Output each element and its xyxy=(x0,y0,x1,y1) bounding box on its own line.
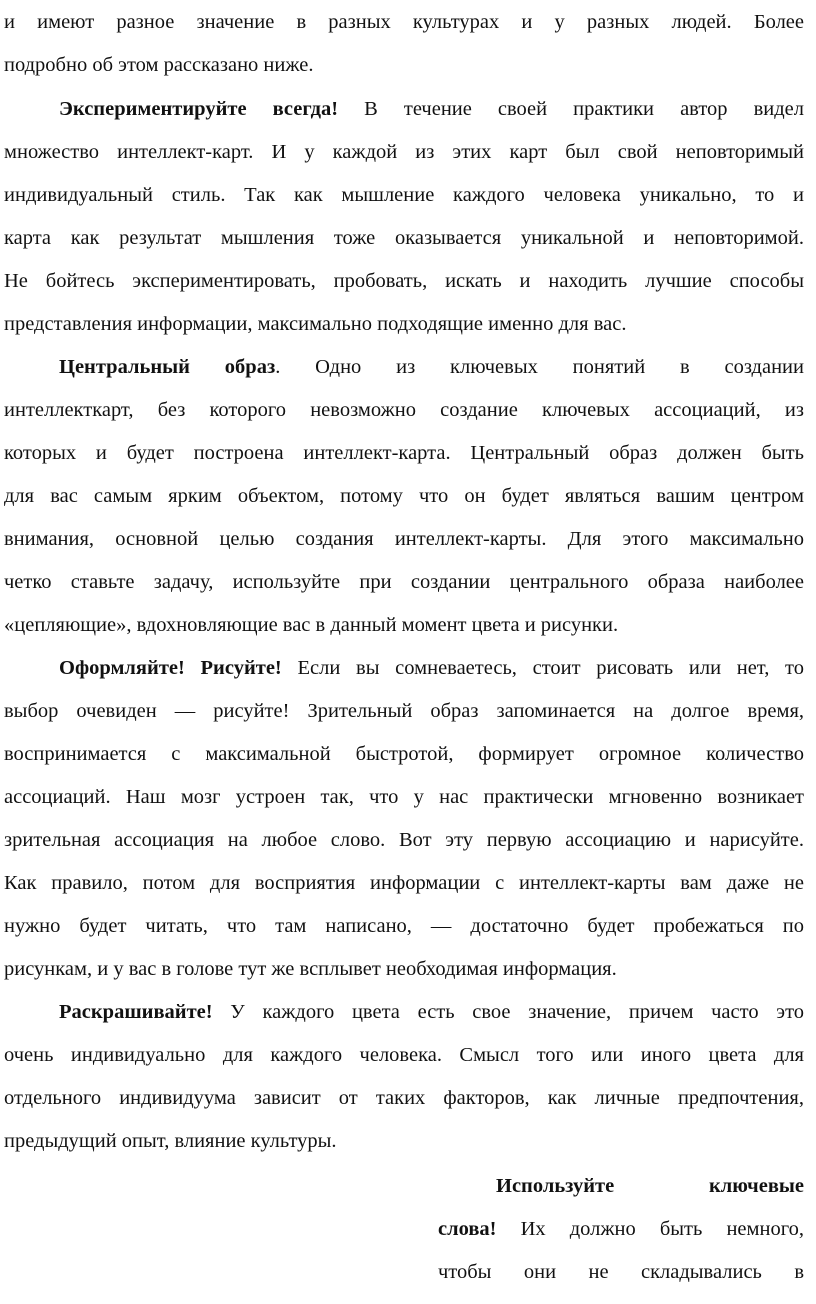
paragraph-first-line xyxy=(4,654,804,682)
text-line: Не бойтесь экспериментировать, пробовать, искать и находить лучшие способы xyxy=(4,270,804,292)
text-line: предыдущий опыт, влияние культуры. xyxy=(4,1130,337,1152)
text-line: карта как результат мышления тоже оказывается уникальной и неповторимой. xyxy=(4,227,804,249)
text-span: Их должно быть немного, xyxy=(520,1218,804,1240)
text-span: У каждого цвета есть свое значение, причем часто это xyxy=(230,1001,805,1023)
text-span: Если вы сомневаетесь, стоит рисовать или нет, то xyxy=(297,657,804,679)
text-span: . Одно из ключевых понятий в создании xyxy=(275,356,804,378)
bold-heading: слова! xyxy=(438,1218,497,1240)
text-line: очень индивидуально для каждого человека. Смысл того или иного цвета для xyxy=(4,1044,804,1066)
bold-heading: Используйте ключевые xyxy=(496,1175,804,1197)
text-line: выбор очевиден — рисуйте! Зрительный образ запоминается на долгое время, xyxy=(4,700,804,722)
paragraph-first-line xyxy=(4,95,804,123)
text-line: подробно об этом рассказано ниже. xyxy=(4,54,314,76)
text-line: отдельного индивидуума зависит от таких факторов, как личные предпочтения, xyxy=(4,1087,804,1109)
paragraph-first-line xyxy=(4,353,804,381)
paragraph-first-line xyxy=(4,998,804,1026)
text-line: рисункам, и у вас в голове тут же всплывет необходимая информация. xyxy=(4,958,617,980)
text-line: воспринимается с максимальной быстротой, формирует огромное количество xyxy=(4,743,804,765)
bold-heading: Раскрашивайте! xyxy=(59,1001,213,1023)
text-line: чтобы они не складывались в xyxy=(438,1261,804,1283)
text-line: представления информации, максимально подходящие именно для вас. xyxy=(4,313,627,335)
bold-heading: Центральный образ xyxy=(59,356,276,378)
text-line xyxy=(438,1215,804,1243)
text-line: зрительная ассоциация на любое слово. Вот эту первую ассоциацию и нарисуйте. xyxy=(4,829,804,851)
text-line: множество интеллект-карт. И у каждой из этих карт был свой неповторимый xyxy=(4,141,804,163)
text-line: «цепляющие», вдохновляющие вас в данный момент цвета и рисунки. xyxy=(4,614,619,636)
text-line: для вас самым ярким объектом, потому что он будет являться вашим центром xyxy=(4,485,804,507)
text-line: которых и будет построена интеллект-карта. Центральный образ должен быть xyxy=(4,442,804,464)
text-line: интеллекткарт, без которого невозможно создание ключевых ассоциаций, из xyxy=(4,399,804,421)
text-line: нужно будет читать, что там написано, — достаточно будет пробежаться по xyxy=(4,915,804,937)
text-line: четко ставьте задачу, используйте при создании центрального образа наиболее xyxy=(4,571,804,593)
paragraph-first-line xyxy=(438,1172,804,1200)
bold-heading: Оформляйте! Рисуйте! xyxy=(59,657,282,679)
text-line: ассоциаций. Наш мозг устроен так, что у нас практически мгновенно возникает xyxy=(4,786,804,808)
text-line: Как правило, потом для восприятия информации с интеллект-карты вам даже не xyxy=(4,872,804,894)
text-line: и имеют разное значение в разных культурах и у разных людей. Более xyxy=(4,11,804,33)
text-line: индивидуальный стиль. Так как мышление каждого человека уникально, то и xyxy=(4,184,804,206)
bold-heading: Экспериментируйте всегда! xyxy=(59,98,339,120)
text-span: В течение своей практики автор видел xyxy=(364,98,804,120)
text-line: внимания, основной целью создания интеллект-карты. Для этого максимально xyxy=(4,528,804,550)
